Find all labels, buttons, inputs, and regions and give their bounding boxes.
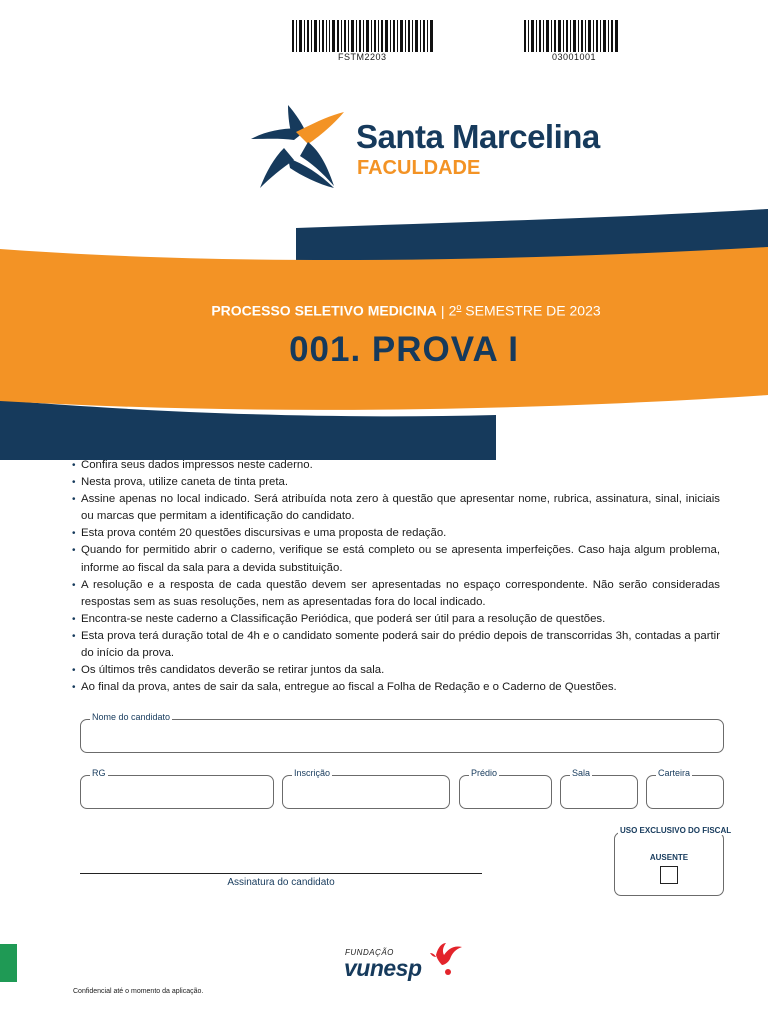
green-edge-marker: [0, 944, 17, 982]
santa-marcelina-star-logo: [248, 102, 346, 190]
nome-label: Nome do candidato: [92, 712, 171, 722]
predio-field[interactable]: [459, 768, 552, 809]
ausente-label: AUSENTE: [649, 853, 689, 862]
sala-field[interactable]: [560, 768, 638, 809]
exam-title: 001. PROVA I: [289, 330, 519, 369]
barcode-right: [524, 20, 618, 52]
fiscal-box: [614, 832, 724, 896]
confidential-notice: Confidencial até o momento da aplicação.: [73, 988, 204, 995]
fiscal-label: USO EXCLUSIVO DO FISCAL: [620, 826, 732, 835]
instruction-item: • Nesta prova, utilize caneta de tinta preta.: [72, 474, 720, 491]
inscricao-label: Inscrição: [294, 768, 331, 778]
rg-label: RG: [92, 768, 106, 778]
nome-field[interactable]: [80, 712, 724, 753]
inscricao-field[interactable]: [282, 768, 450, 809]
carteira-field[interactable]: [646, 768, 724, 809]
rg-field[interactable]: [80, 768, 274, 809]
semester-text: SEMESTRE DE 2023: [461, 302, 601, 319]
process-title: [0, 302, 768, 319]
carteira-label: Carteira: [658, 768, 691, 778]
brand-subtitle: FACULDADE: [357, 157, 481, 179]
barcode-right-code: 03001001: [552, 52, 597, 62]
barcode-left: [292, 20, 434, 52]
signature-line[interactable]: [80, 873, 482, 874]
process-name: PROCESSO SELETIVO MEDICINA: [211, 302, 437, 319]
instruction-item: • Esta prova contém 20 questões discursivas e uma proposta de redação.: [72, 525, 720, 542]
barcode-left-code: FSTM2203: [338, 52, 387, 62]
process-separator: |: [440, 302, 445, 319]
instructions-list: [72, 457, 720, 696]
semester-super: o: [456, 302, 462, 312]
instruction-item: • Ao final da prova, antes de sair da sala, entregue ao fiscal a Folha de Redação e o Caderno de Questões.: [72, 679, 720, 696]
instruction-item: • Os últimos três candidatos deverão se retirar juntos da sala.: [72, 662, 720, 679]
fundacao-label: FUNDAÇÃO: [345, 948, 394, 957]
instruction-item: • Quando for permitido abrir o caderno, verifique se está completo ou se apresenta imperfeições. Caso haja algum problema, informe ao fiscal da sala para a devida substituição.: [72, 542, 720, 576]
instruction-item: • Encontra-se neste caderno a Classificação Periódica, que poderá ser útil para a resolução de questões.: [72, 611, 720, 628]
sala-label: Sala: [572, 768, 591, 778]
instruction-item: • Assine apenas no local indicado. Será atribuída nota zero à questão que apresentar nome, rubrica, assinatura, sinal, iniciais ou marcas que permitam a identificação do candidato.: [72, 491, 720, 525]
instruction-item: • Esta prova terá duração total de 4h e o candidato somente poderá sair do prédio depois de transcorridas 3h, contadas a partir do início da prova.: [72, 628, 720, 662]
vunesp-wordmark: vunesp: [344, 955, 422, 981]
instruction-item: • Confira seus dados impressos neste caderno.: [72, 457, 720, 474]
vunesp-bird-icon: [426, 941, 464, 977]
brand-name: Santa Marcelina: [356, 118, 600, 155]
instruction-item: • A resolução e a resposta de cada questão devem ser apresentadas no espaço correspondente. Não serão consideradas respostas sem as suas resoluções, nem as apresentadas fora do local indicado.: [72, 577, 720, 611]
semester-number: 2: [448, 302, 457, 319]
predio-label: Prédio: [471, 768, 498, 778]
signature-label: Assinatura do candidato: [227, 877, 335, 888]
ausente-checkbox[interactable]: [660, 866, 678, 884]
